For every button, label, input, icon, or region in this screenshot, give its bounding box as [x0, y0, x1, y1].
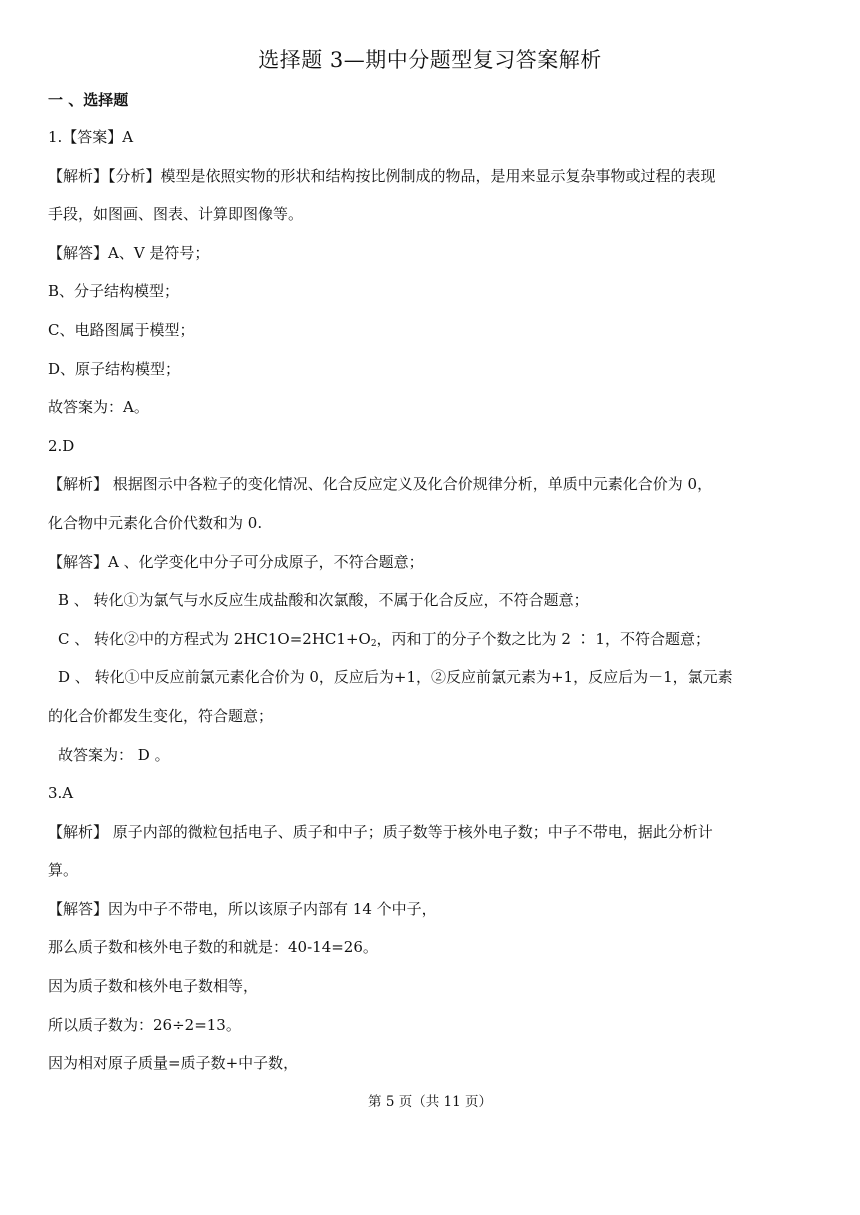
q3-analysis-line-2: 算。 — [48, 861, 79, 880]
q1-analysis-line-1: 【解析】【分析】模型是依照实物的形状和结构按比例制成的物品，是用来显示复杂事物或过程的表现 — [48, 166, 716, 185]
q1-answer-c: C、电路图属于模型； — [48, 320, 195, 339]
page-footer: 第 5 页（共 11 页） — [368, 1094, 492, 1110]
q2-answer-c-post: ，丙和丁的分子个数之比为 2 ∶ 1，不符合题意； — [376, 629, 710, 648]
q2-answer-d-line-1: D 、 转化①中反应前氯元素化合价为 0，反应后为+1，②反应前氯元素为+1，反应后为－1，氯元素 — [58, 668, 733, 687]
q1-answer-d: D、原子结构模型； — [48, 359, 181, 378]
q3-answer-line-1: 【解答】因为中子不带电，所以该原子内部有 14 个中子， — [48, 899, 437, 918]
q1-answer-b: B、分子结构模型； — [48, 282, 180, 301]
q2-answer-c-pre: C 、 转化②中的方程式为 2HC1O=2HC1+O — [58, 629, 371, 648]
q1-conclusion: 故答案为：A。 — [48, 398, 149, 417]
q1-header: 1.【答案】A — [48, 128, 134, 146]
q3-answer-line-5: 因为相对原子质量=质子数+中子数， — [48, 1054, 299, 1073]
section-heading: 一 、选择题 — [48, 91, 129, 109]
q2-analysis-line-1: 【解析】 根据图示中各粒子的变化情况、化合反应定义及化合价规律分析，单质中元素化合价为 0， — [48, 475, 713, 494]
q2-answer-a: 【解答】A 、化学变化中分子可分成原子，不符合题意； — [48, 552, 424, 571]
q2-answer-d-line-2: 的化合价都发生变化，符合题意； — [48, 706, 274, 725]
q3-answer-line-4: 所以质子数为：26÷2=13。 — [48, 1015, 241, 1034]
q3-header: 3.A — [48, 784, 74, 803]
q3-answer-line-3: 因为质子数和核外电子数相等， — [48, 977, 259, 996]
q2-header: 2.D — [48, 436, 75, 455]
q3-answer-line-2: 那么质子数和核外电子数的和就是：40-14=26。 — [48, 938, 378, 957]
q2-answer-b: B 、 转化①为氯气与水反应生成盐酸和次氯酸，不属于化合反应，不符合题意； — [58, 591, 589, 610]
q2-answer-c-subscript: 2 — [370, 638, 377, 649]
q1-answer-a: 【解答】A、V 是符号； — [48, 243, 210, 262]
q1-analysis-line-2: 手段，如图画、图表、计算即图像等。 — [48, 205, 304, 224]
q3-analysis-line-1: 【解析】 原子内部的微粒包括电子、质子和中子；质子数等于核外电子数；中子不带电，据此分析计 — [48, 822, 713, 841]
q2-analysis-line-2: 化合物中元素化合价代数和为 0. — [48, 513, 263, 532]
q2-answer-c — [48, 620, 818, 659]
q2-conclusion: 故答案为： D 。 — [58, 745, 170, 764]
page-title: 选择题 3—期中分题型复习答案解析 — [258, 48, 602, 72]
document-body — [48, 118, 818, 1083]
